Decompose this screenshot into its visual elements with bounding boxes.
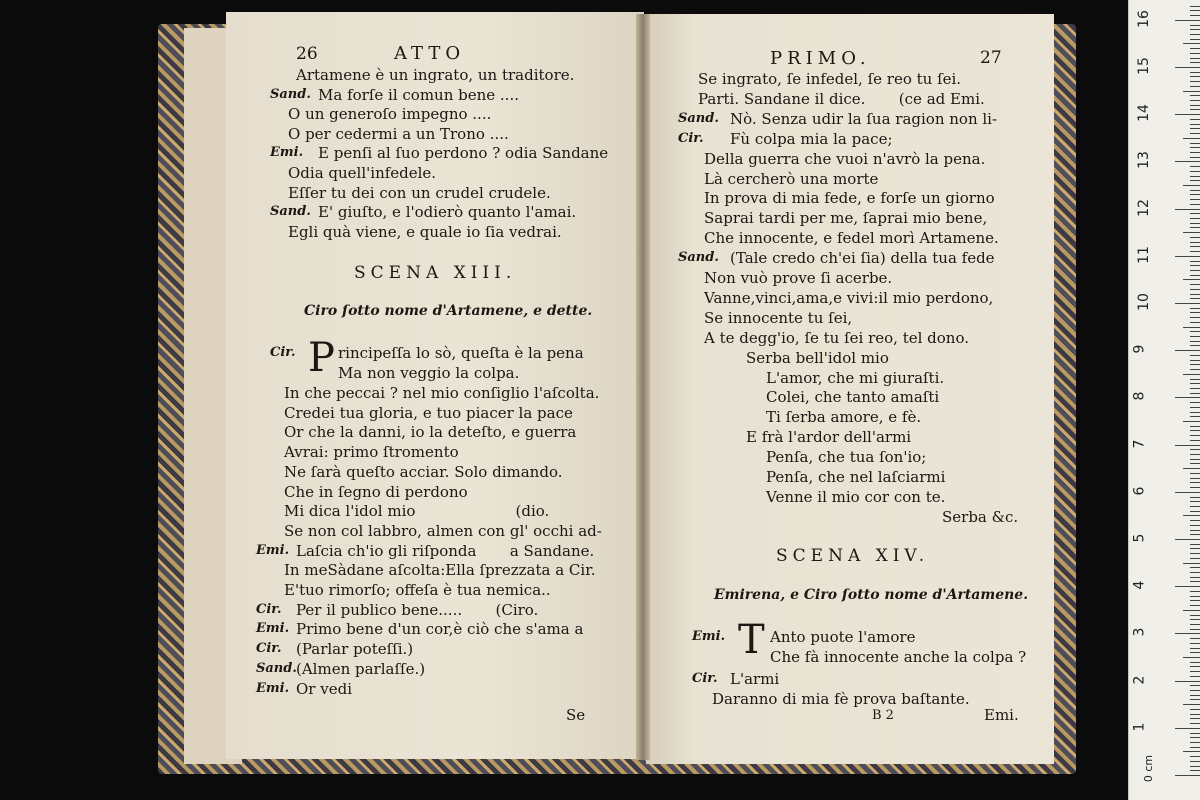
verse-line: Ne ſarà queſto acciar. Solo dimando. xyxy=(284,462,563,481)
ruler-number: 4 xyxy=(1131,580,1148,590)
ruler-tick xyxy=(1190,331,1200,332)
speaker-label: Cir. xyxy=(678,130,704,146)
ruler-tick xyxy=(1175,67,1200,68)
ruler-tick xyxy=(1190,364,1200,365)
ruler-tick xyxy=(1175,303,1200,304)
ruler-tick xyxy=(1190,718,1200,719)
ruler-tick xyxy=(1190,29,1200,30)
ruler-tick xyxy=(1190,246,1200,247)
ruler-tick xyxy=(1190,695,1200,696)
ruler-tick xyxy=(1175,397,1200,398)
ruler-tick xyxy=(1190,157,1200,158)
ruler-tick xyxy=(1190,128,1200,129)
ruler-tick xyxy=(1190,213,1200,214)
verse-line: Che in ſegno di perdono xyxy=(284,482,468,501)
ruler-tick xyxy=(1190,690,1200,691)
ruler-tick xyxy=(1190,685,1200,686)
ruler-tick xyxy=(1190,459,1200,460)
scene-title: SCENA XIV. xyxy=(776,546,930,566)
ruler-tick xyxy=(1190,605,1200,606)
verse-line: Nò. Senza udir la ſua ragion non li- xyxy=(730,109,998,128)
speaker-label: Cir. xyxy=(256,601,282,617)
ruler-tick xyxy=(1190,699,1200,700)
ruler-tick xyxy=(1183,232,1200,233)
ruler-tick xyxy=(1190,317,1200,318)
verse-line: Per il publico bene..... (Ciro. xyxy=(296,600,539,619)
ruler-tick xyxy=(1190,463,1200,464)
ruler-tick xyxy=(1175,20,1200,21)
ruler-tick xyxy=(1190,237,1200,238)
ruler-tick xyxy=(1190,577,1200,578)
verse-line: (Almen parlaſſe.) xyxy=(296,659,426,678)
ruler-tick xyxy=(1190,294,1200,295)
verse-line: rincipeſſa lo sò, queſta è la pena xyxy=(338,344,584,362)
ruler-tick xyxy=(1190,58,1200,59)
ruler-tick xyxy=(1190,548,1200,549)
verse-line: L'amor, che mi giuraſti. xyxy=(766,368,945,387)
ruler-tick xyxy=(1190,251,1200,252)
verse-line: (Parlar poteſſi.) xyxy=(296,640,414,659)
verse-line: Saprai tardi per me, ſaprai mio bene, xyxy=(704,209,988,228)
ruler-tick xyxy=(1190,270,1200,271)
verse-line: Credei tua gloria, e tuo piacer la pace xyxy=(284,403,573,422)
ruler-tick xyxy=(1190,166,1200,167)
verse-line: A te degg'io, ſe tu ſei reo, tel dono. xyxy=(704,328,970,347)
verse-line: Fù colpa mia la pace; xyxy=(730,129,893,148)
ruler-tick xyxy=(1190,124,1200,125)
ruler-tick xyxy=(1190,553,1200,554)
ruler-tick xyxy=(1190,109,1200,110)
ruler-tick xyxy=(1190,194,1200,195)
page-number: 26 xyxy=(296,44,318,64)
left-page xyxy=(226,12,644,759)
ruler-number: 2 xyxy=(1131,675,1148,685)
verse-line: E'tuo rimorſo; offeſa è tua nemica.. xyxy=(284,581,551,599)
ruler-tick xyxy=(1183,515,1200,516)
ruler-tick xyxy=(1183,91,1200,92)
ruler-tick xyxy=(1190,180,1200,181)
verse-line: Se ingrato, ſe infedel, ſe reo tu ſei. xyxy=(698,70,962,88)
verse-line: Ma forſe il comun bene .... xyxy=(318,85,519,104)
verse-line: O un generoſo impegno .... xyxy=(288,105,492,124)
ruler-tick xyxy=(1190,227,1200,228)
ruler-tick xyxy=(1190,34,1200,35)
verse-line: Laſcia ch'io gli riſponda a Sandane. xyxy=(296,541,595,560)
ruler-tick xyxy=(1183,751,1200,752)
catchword: Se xyxy=(566,706,586,724)
ruler-tick xyxy=(1190,426,1200,427)
ruler-tick xyxy=(1175,728,1200,729)
ruler-tick xyxy=(1190,473,1200,474)
speaker-label: Sand. xyxy=(678,250,719,266)
verse-line: Or vedi xyxy=(296,679,352,698)
ruler-tick xyxy=(1190,72,1200,73)
running-head: PRIMO. xyxy=(770,48,871,69)
verse-line: Che fà innocente anche la colpa ? xyxy=(770,648,1027,666)
ruler-tick xyxy=(1190,6,1200,7)
verse-line: Eſſer tu dei con un crudel crudele. xyxy=(288,183,551,202)
ruler-tick xyxy=(1190,591,1200,592)
ruler-tick xyxy=(1175,539,1200,540)
verse-line: In meSàdane aſcolta:Ella ſprezzata a Cir. xyxy=(284,561,596,580)
book-gutter xyxy=(636,14,650,760)
ruler-number: 8 xyxy=(1131,391,1148,401)
ruler-tick xyxy=(1190,312,1200,313)
ruler-tick xyxy=(1190,190,1200,191)
verse-line: Non vuò prove ſi acerbe. xyxy=(704,269,893,287)
ruler-tick xyxy=(1190,176,1200,177)
ruler-number: 1 xyxy=(1131,722,1148,732)
verse-line: Che innocente, e fedel morì Artamene. xyxy=(704,229,999,248)
ruler-number: 9 xyxy=(1131,344,1148,354)
verse-line: Egli quà viene, e quale io ſia vedrai. xyxy=(288,222,562,241)
ruler-tick xyxy=(1190,709,1200,710)
ruler-tick xyxy=(1190,25,1200,26)
running-head: ATTO xyxy=(394,43,466,64)
ruler-tick xyxy=(1190,76,1200,77)
speaker-label: Cir. xyxy=(692,671,718,686)
ruler-tick xyxy=(1190,430,1200,431)
ruler-tick xyxy=(1190,53,1200,54)
ruler-tick xyxy=(1190,666,1200,667)
ruler-tick xyxy=(1190,482,1200,483)
ruler-tick xyxy=(1190,619,1200,620)
ruler-tick xyxy=(1190,643,1200,644)
speaker-label: Sand. xyxy=(270,86,311,102)
verse-line: Della guerra che vuoi n'avrò la pena. xyxy=(704,149,986,168)
ruler-tick xyxy=(1175,492,1200,493)
ruler-tick xyxy=(1175,256,1200,257)
ruler-tick xyxy=(1190,756,1200,757)
ruler-tick xyxy=(1190,407,1200,408)
ruler-tick xyxy=(1190,676,1200,677)
ruler-tick xyxy=(1190,511,1200,512)
ruler-tick xyxy=(1190,662,1200,663)
ruler-tick xyxy=(1190,284,1200,285)
verse-line: Serba &c. xyxy=(942,507,1019,526)
speaker-label: Emi. xyxy=(270,145,304,161)
scene-caption: Emirena, e Ciro ſotto nome d'Artamene. xyxy=(714,587,1029,603)
ruler-tick xyxy=(1190,766,1200,767)
ruler-tick xyxy=(1190,648,1200,649)
ruler-tick xyxy=(1183,704,1200,705)
ruler-tick xyxy=(1190,737,1200,738)
ruler-tick xyxy=(1183,610,1200,611)
ruler-tick xyxy=(1190,525,1200,526)
ruler-tick xyxy=(1183,421,1200,422)
verse-line: E frà l'ardor dell'armi xyxy=(746,428,912,447)
ruler-tick xyxy=(1190,393,1200,394)
ruler-tick xyxy=(1190,624,1200,625)
ruler-tick xyxy=(1190,454,1200,455)
speaker-label: Emi. xyxy=(256,542,290,558)
verse-line: Se innocente tu ſei, xyxy=(704,308,853,327)
ruler-tick xyxy=(1183,185,1200,186)
ruler-tick xyxy=(1190,770,1200,771)
ruler-tick xyxy=(1190,435,1200,436)
ruler-tick xyxy=(1190,62,1200,63)
scene-caption: Ciro ſotto nome d'Artamene, e dette. xyxy=(304,303,593,319)
verse-line: E' giuſto, e l'odierò quanto l'amai. xyxy=(318,203,577,222)
verse-line: In che peccai ? nel mio conſiglio l'aſcolta. xyxy=(284,384,600,402)
ruler-tick xyxy=(1190,416,1200,417)
ruler-number: 11 xyxy=(1135,245,1152,264)
verse-line: Avrai: primo ſtromento xyxy=(284,443,459,462)
verse-line: Mi dica l'idol mio (dio. xyxy=(284,502,550,521)
ruler-tick xyxy=(1175,586,1200,587)
ruler-tick xyxy=(1190,629,1200,630)
ruler-tick xyxy=(1190,671,1200,672)
ruler-tick xyxy=(1190,487,1200,488)
ruler-tick xyxy=(1190,440,1200,441)
ruler-tick xyxy=(1190,119,1200,120)
verse-line: Ti ſerba amore, e fè. xyxy=(766,408,922,427)
ruler-tick xyxy=(1190,100,1200,101)
ruler-tick xyxy=(1190,298,1200,299)
ruler-tick xyxy=(1190,10,1200,11)
right-page xyxy=(646,14,1054,764)
ruler-tick xyxy=(1190,506,1200,507)
verse-line: Serba bell'idol mio xyxy=(746,348,889,367)
verse-line: Daranno di mia fè prova baſtante. xyxy=(712,689,970,708)
ruler-tick xyxy=(1190,341,1200,342)
ruler-number: 7 xyxy=(1131,439,1148,449)
ruler-tick xyxy=(1190,733,1200,734)
ruler-tick xyxy=(1190,558,1200,559)
verse-line: Colei, che tanto amaſti xyxy=(766,388,940,407)
ruler-tick xyxy=(1190,388,1200,389)
ruler-tick xyxy=(1190,501,1200,502)
speaker-label: Sand. xyxy=(270,204,311,220)
ruler-tick xyxy=(1190,275,1200,276)
ruler-number: 10 xyxy=(1135,293,1152,311)
verse-line: Ma non veggio la colpa. xyxy=(338,364,520,382)
drop-cap: T xyxy=(738,617,765,663)
verse-line: Anto puote l'amore xyxy=(770,628,916,646)
ruler-number: 16 xyxy=(1135,9,1152,28)
ruler-tick xyxy=(1190,723,1200,724)
ruler-number: 13 xyxy=(1135,151,1152,170)
ruler-tick xyxy=(1183,374,1200,375)
ruler-tick xyxy=(1190,171,1200,172)
verse-line: Primo bene d'un cor,è ciò che s'ama a xyxy=(296,620,584,639)
ruler-number: 14 xyxy=(1135,104,1152,123)
verse-line: Venne il mio cor con te. xyxy=(766,487,946,506)
speaker-label: Sand. xyxy=(256,660,297,676)
ruler-tick xyxy=(1183,43,1200,44)
ruler-tick xyxy=(1190,478,1200,479)
scene-title: SCENA XIII. xyxy=(354,263,517,283)
ruler-tick xyxy=(1190,369,1200,370)
verse-line: In prova di mia fede, e forſe un giorno xyxy=(704,189,995,208)
verse-line: L'armi xyxy=(730,670,780,688)
ruler-tick xyxy=(1190,530,1200,531)
ruler-tick xyxy=(1190,572,1200,573)
verse-line: Se non col labbro, almen con gl' occhi ad- xyxy=(284,521,602,540)
ruler-tick xyxy=(1190,322,1200,323)
ruler-tick xyxy=(1190,15,1200,16)
ruler-tick xyxy=(1190,412,1200,413)
ruler-tick xyxy=(1190,289,1200,290)
ruler-tick xyxy=(1190,742,1200,743)
ruler-tick xyxy=(1190,534,1200,535)
ruler-tick xyxy=(1190,345,1200,346)
ruler-tick xyxy=(1190,652,1200,653)
ruler-tick xyxy=(1183,657,1200,658)
speaker-label: Emi. xyxy=(256,621,290,637)
ruler-tick xyxy=(1190,497,1200,498)
ruler-tick xyxy=(1175,114,1200,115)
ruler-tick xyxy=(1190,449,1200,450)
ruler-tick xyxy=(1190,336,1200,337)
ruler-tick xyxy=(1190,615,1200,616)
ruler-tick xyxy=(1183,563,1200,564)
ruler-tick xyxy=(1190,581,1200,582)
ruler-tick xyxy=(1190,761,1200,762)
ruler-tick xyxy=(1190,242,1200,243)
ruler-tick xyxy=(1183,468,1200,469)
verse-line: Penſa, che nel laſciarmi xyxy=(766,468,946,486)
drop-cap: P xyxy=(308,335,335,381)
measuring-ruler xyxy=(1128,0,1200,800)
ruler-number: 6 xyxy=(1131,486,1148,496)
verse-line: E penſi al ſuo perdono ? odia Sandane xyxy=(318,144,609,163)
verse-line: Là cercherò una morte xyxy=(704,169,879,188)
ruler-tick xyxy=(1175,161,1200,162)
verse-line: Vanne,vinci,ama,e vivi:il mio perdono, xyxy=(704,288,994,307)
speaker-label: Cir. xyxy=(256,641,282,657)
page-number: 27 xyxy=(980,48,1002,68)
ruler-tick xyxy=(1190,133,1200,134)
ruler-tick xyxy=(1175,209,1200,210)
ruler-tick xyxy=(1190,48,1200,49)
ruler-number: 5 xyxy=(1131,533,1148,543)
verse-line: (Tale credo ch'ei ſia) della tua fede xyxy=(730,249,995,268)
ruler-tick xyxy=(1190,747,1200,748)
ruler-tick xyxy=(1175,775,1200,776)
ruler-tick xyxy=(1190,520,1200,521)
ruler-tick xyxy=(1190,265,1200,266)
ruler-tick xyxy=(1190,95,1200,96)
ruler-tick xyxy=(1190,567,1200,568)
ruler-tick xyxy=(1175,350,1200,351)
ruler-tick xyxy=(1190,402,1200,403)
ruler-tick xyxy=(1190,714,1200,715)
ruler-tick xyxy=(1190,86,1200,87)
ruler-tick xyxy=(1190,105,1200,106)
signature-mark: B 2 xyxy=(872,708,894,723)
ruler-tick xyxy=(1190,204,1200,205)
ruler-number: 12 xyxy=(1135,198,1152,217)
ruler-tick xyxy=(1190,147,1200,148)
verse-line: O per cedermi a un Trono .... xyxy=(288,124,509,143)
ruler-tick xyxy=(1190,223,1200,224)
ruler-tick xyxy=(1190,544,1200,545)
ruler-tick xyxy=(1190,308,1200,309)
ruler-tick xyxy=(1190,383,1200,384)
verse-line: Odia quell'infedele. xyxy=(288,164,437,182)
ruler-unit-label: 0 cm xyxy=(1142,754,1156,783)
ruler-number: 3 xyxy=(1131,627,1148,637)
ruler-tick xyxy=(1190,218,1200,219)
speaker-label: Cir. xyxy=(270,345,296,360)
catchword: Emi. xyxy=(984,706,1019,724)
ruler-tick xyxy=(1190,379,1200,380)
ruler-tick xyxy=(1190,638,1200,639)
verse-line: Parti. Sandane il dice. (ce ad Emi. xyxy=(698,89,985,108)
ruler-tick xyxy=(1183,279,1200,280)
ruler-tick xyxy=(1175,681,1200,682)
ruler-tick xyxy=(1190,261,1200,262)
verse-line: Or che la danni, io la deteſto, e guerra xyxy=(284,423,577,442)
speaker-label: Sand. xyxy=(678,110,719,126)
ruler-tick xyxy=(1190,355,1200,356)
ruler-tick xyxy=(1175,445,1200,446)
ruler-tick xyxy=(1190,81,1200,82)
ruler-tick xyxy=(1190,143,1200,144)
ruler-tick xyxy=(1183,138,1200,139)
ruler-number: 15 xyxy=(1135,57,1152,75)
ruler-tick xyxy=(1190,360,1200,361)
verse-line: Artamene è un ingrato, un traditore. xyxy=(296,66,575,84)
speaker-label: Emi. xyxy=(256,680,290,696)
ruler-tick xyxy=(1183,327,1200,328)
ruler-tick xyxy=(1190,600,1200,601)
ruler-tick xyxy=(1175,633,1200,634)
ruler-tick xyxy=(1190,596,1200,597)
verse-line: Penſa, che tua ſon'io; xyxy=(766,448,927,467)
ruler-tick xyxy=(1190,199,1200,200)
speaker-label: Emi. xyxy=(692,629,726,644)
ruler-tick xyxy=(1190,39,1200,40)
ruler-tick xyxy=(1190,152,1200,153)
